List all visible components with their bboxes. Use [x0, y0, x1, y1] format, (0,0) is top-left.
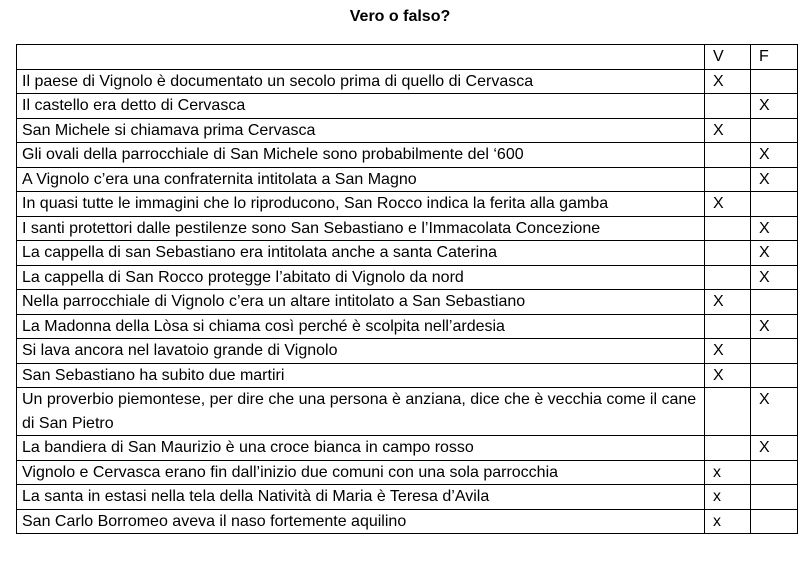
statement-cell: A Vignolo c’era una confraternita intitolata a San Magno: [17, 167, 705, 192]
false-mark-cell: [751, 509, 798, 534]
true-mark-cell: [705, 265, 751, 290]
false-mark-cell: X: [751, 94, 798, 119]
false-mark-cell: X: [751, 143, 798, 168]
statement-cell: La Madonna della Lòsa si chiama così perché è scolpita nell’ardesia: [17, 314, 705, 339]
table-row: [17, 485, 798, 510]
table-row: [17, 118, 798, 143]
statement-cell: Un proverbio piemontese, per dire che una persona è anziana, dice che è vecchia come il cane di San Pietro: [17, 388, 705, 436]
false-mark-cell: [751, 363, 798, 388]
false-mark-cell: [751, 69, 798, 94]
table-row: [17, 388, 798, 436]
true-mark-cell: X: [705, 192, 751, 217]
true-mark-cell: [705, 216, 751, 241]
statement-cell: In quasi tutte le immagini che lo riproducono, San Rocco indica la ferita alla gamba: [17, 192, 705, 217]
true-mark-cell: [705, 241, 751, 266]
table-row: [17, 436, 798, 461]
true-mark-cell: [705, 167, 751, 192]
statement-cell: Si lava ancora nel lavatoio grande di Vignolo: [17, 339, 705, 364]
table-row: [17, 314, 798, 339]
table-row: [17, 192, 798, 217]
true-mark-cell: X: [705, 363, 751, 388]
statement-cell: Il paese di Vignolo è documentato un secolo prima di quello di Cervasca: [17, 69, 705, 94]
false-mark-cell: [751, 460, 798, 485]
page-title: Vero o falso?: [349, 8, 451, 25]
true-mark-cell: X: [705, 69, 751, 94]
true-mark-cell: X: [705, 118, 751, 143]
statement-cell: San Carlo Borromeo aveva il naso fortemente aquilino: [17, 509, 705, 534]
false-mark-cell: [751, 485, 798, 510]
true-mark-cell: [705, 94, 751, 119]
false-mark-cell: X: [751, 265, 798, 290]
statement-cell: La cappella di San Rocco protegge l’abitato di Vignolo da nord: [17, 265, 705, 290]
true-mark-cell: [705, 143, 751, 168]
false-mark-cell: [751, 118, 798, 143]
table-row: [17, 241, 798, 266]
true-mark-cell: [705, 388, 751, 436]
statement-cell: Il castello era detto di Cervasca: [17, 94, 705, 119]
statement-cell: San Sebastiano ha subito due martiri: [17, 363, 705, 388]
table-row: [17, 509, 798, 534]
header-v-cell: V: [705, 45, 751, 70]
table-header-row: [17, 45, 798, 70]
false-mark-cell: X: [751, 388, 798, 436]
table-row: [17, 143, 798, 168]
table-row: [17, 69, 798, 94]
statement-cell: Nella parrocchiale di Vignolo c’era un altare intitolato a San Sebastiano: [17, 290, 705, 315]
true-mark-cell: [705, 314, 751, 339]
true-mark-cell: x: [705, 460, 751, 485]
statement-cell: I santi protettori dalle pestilenze sono San Sebastiano e l’Immacolata Concezione: [17, 216, 705, 241]
false-mark-cell: [751, 339, 798, 364]
table-row: [17, 167, 798, 192]
true-false-table: [16, 44, 798, 534]
false-mark-cell: X: [751, 314, 798, 339]
table-row: [17, 460, 798, 485]
header-f-cell: F: [751, 45, 798, 70]
statement-cell: La santa in estasi nella tela della Natività di Maria è Teresa d’Avila: [17, 485, 705, 510]
true-mark-cell: [705, 436, 751, 461]
table-row: [17, 94, 798, 119]
statement-cell: La cappella di san Sebastiano era intitolata anche a santa Caterina: [17, 241, 705, 266]
false-mark-cell: X: [751, 436, 798, 461]
true-mark-cell: x: [705, 509, 751, 534]
false-mark-cell: X: [751, 241, 798, 266]
statement-cell: La bandiera di San Maurizio è una croce bianca in campo rosso: [17, 436, 705, 461]
table-row: [17, 363, 798, 388]
false-mark-cell: X: [751, 167, 798, 192]
statement-cell: San Michele si chiamava prima Cervasca: [17, 118, 705, 143]
true-mark-cell: x: [705, 485, 751, 510]
true-mark-cell: X: [705, 290, 751, 315]
false-mark-cell: [751, 290, 798, 315]
table-row: [17, 290, 798, 315]
statement-cell: Gli ovali della parrocchiale di San Michele sono probabilmente del ‘600: [17, 143, 705, 168]
false-mark-cell: X: [751, 216, 798, 241]
table-row: [17, 339, 798, 364]
true-mark-cell: X: [705, 339, 751, 364]
false-mark-cell: [751, 192, 798, 217]
table-row: [17, 265, 798, 290]
table-row: [17, 216, 798, 241]
header-statement-cell: [17, 45, 705, 70]
statement-cell: Vignolo e Cervasca erano fin dall’inizio due comuni con una sola parrocchia: [17, 460, 705, 485]
